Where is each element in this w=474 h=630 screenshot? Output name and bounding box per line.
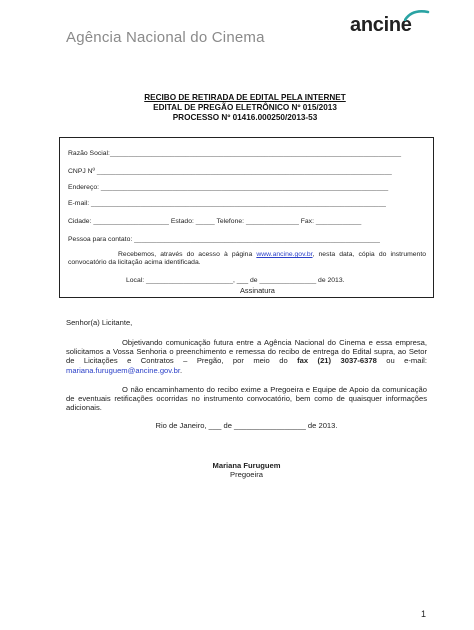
local-label: Local: (126, 277, 145, 284)
doc-subtitle-edital: EDITAL DE PREGÃO ELETRÔNICO Nº 015/2013 (153, 103, 337, 112)
ancine-logo-icon (404, 9, 430, 21)
paragraph-communication-text: Objetivando comunicação futura entre a Agência Nacional do Cinema e essa empresa, solicitamos a Vossa Senhoria o preenchimento e remessa do recibo de entrega do Edital supra, ao Setor de Licitações e Contratos – Pregão, por meio do (66, 338, 427, 366)
local-month-blank[interactable]: _______________ (259, 277, 317, 284)
ancine-website-link[interactable]: www.ancine.gov.br (256, 251, 313, 258)
receipt-statement (68, 251, 426, 268)
fax-number: fax (21) 3037-6378 (297, 356, 377, 366)
doc-title: RECIBO DE RETIRADA DE EDITAL PELA INTERNET (144, 93, 346, 102)
razao-social-field[interactable] (68, 150, 401, 157)
signer-name: Mariana Furuguem (212, 461, 281, 470)
page-number: 1 (421, 609, 427, 619)
local-blank[interactable]: _______________________ (146, 277, 233, 284)
paragraph-communication (66, 338, 427, 375)
fax-blank[interactable]: ____________ (315, 218, 362, 225)
estado-label: Estado: (170, 218, 194, 225)
cidade-label: Cidade: (68, 218, 92, 225)
date-line: Rio de Janeiro, ___ de _________________ de 2013. (155, 421, 338, 430)
cnpj-field[interactable] (68, 168, 392, 175)
email-intro: ou e-mail: (386, 356, 427, 366)
estado-blank[interactable]: _____ (195, 218, 215, 225)
contato-field[interactable] (68, 236, 380, 243)
cnpj-label: CNPJ Nº (68, 168, 96, 175)
receipt-form (59, 137, 434, 298)
contato-label: Pessoa para contato: (68, 236, 133, 243)
local-date-line (126, 277, 345, 284)
email-label: E-mail: (68, 200, 90, 207)
period: . (179, 365, 183, 375)
contato-blank: _________________________________________________________________ (134, 236, 380, 243)
razao-social-label: Razão Social: (68, 150, 110, 157)
agency-title: Agência Nacional do Cinema (66, 29, 265, 46)
paragraph-notice: O não encaminhamento do recibo exime a Pregoeira e Equipe de Apoio da comunicação de eventuais retificações ocorridas no instrumento convocatório, bem como de quaisquer informações adicionais. (66, 385, 427, 413)
receipt-text-start: Recebemos, através do acesso à página (118, 251, 253, 258)
receipt-text-end: , nesta data, cópia do instrumento convocatório da licitação acima identificada. (68, 251, 426, 267)
razao-social-blank: _____________________________________________________________________________ (109, 150, 402, 157)
salutation: Senhor(a) Licitante, (66, 318, 133, 327)
endereco-field[interactable] (68, 184, 388, 191)
cidade-row (68, 218, 361, 225)
endereco-label: Endereço: (68, 184, 99, 191)
cidade-blank[interactable]: ____________________ (93, 218, 169, 225)
logo-text: ancine (350, 14, 412, 36)
signer-role: Pregoeira (230, 470, 263, 479)
ancine-logo (346, 8, 432, 40)
telefone-blank[interactable]: ______________ (245, 218, 299, 225)
local-year: de 2013. (318, 277, 345, 284)
telefone-label: Telefone: (216, 218, 245, 225)
cnpj-blank: ______________________________________________________________________________ (96, 168, 392, 175)
fax-label: Fax: (300, 218, 314, 225)
doc-subtitle-processo: PROCESSO Nº 01416.000250/2013-53 (172, 113, 318, 122)
email-blank: ______________________________________________________________________________ (91, 200, 386, 207)
local-day-sep: , ___ de (232, 277, 258, 284)
signature-label: Assinatura (240, 286, 275, 295)
endereco-blank: ____________________________________________________________________________ (100, 184, 389, 191)
contact-email-link[interactable]: mariana.furuguem@ancine.gov.br (66, 365, 180, 375)
email-field[interactable] (68, 200, 386, 207)
